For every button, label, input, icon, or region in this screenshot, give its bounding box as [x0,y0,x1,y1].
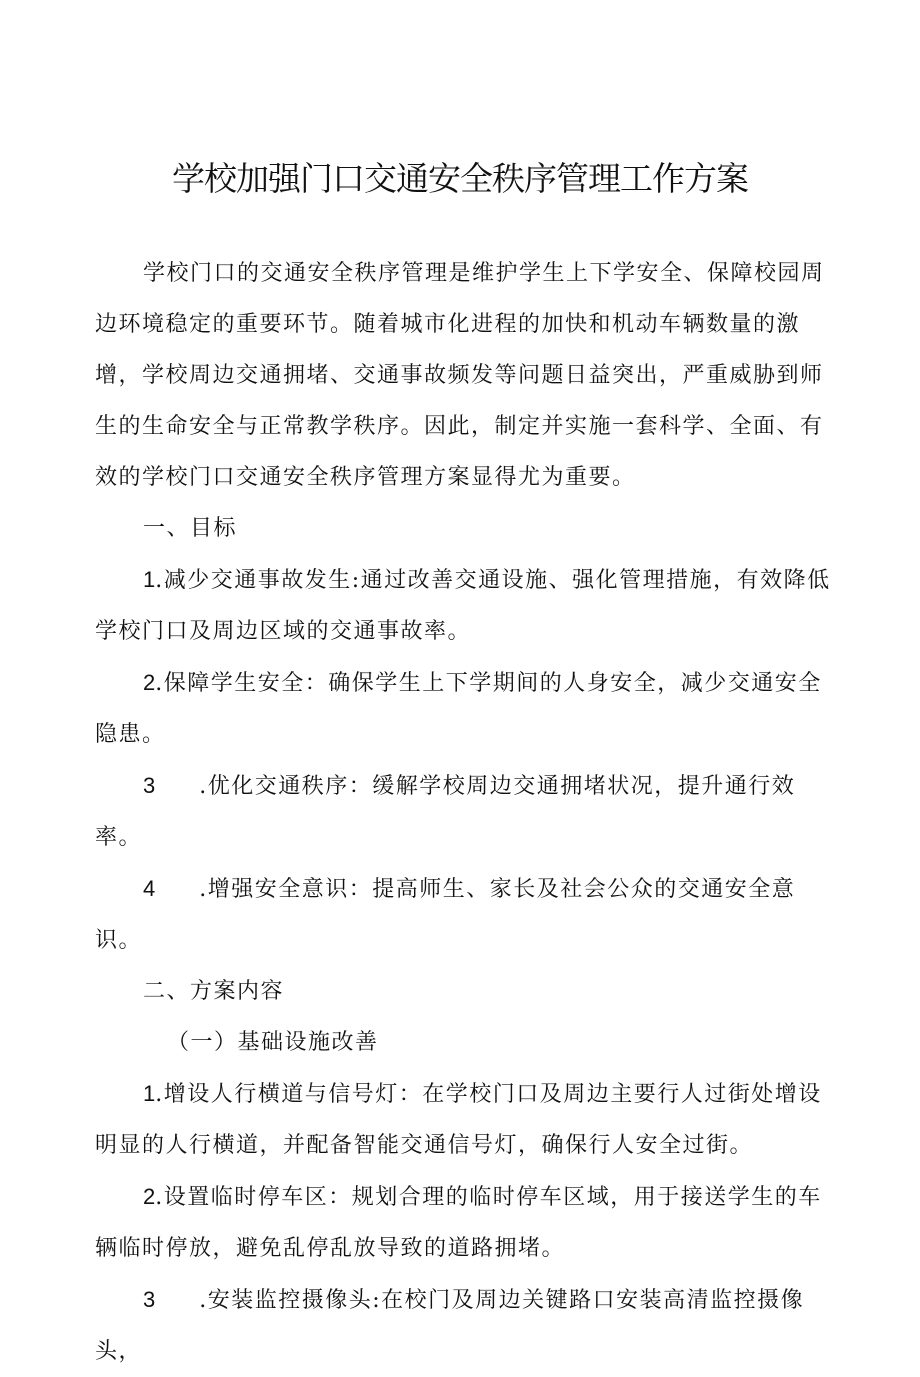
intro-paragraph: 学校门口的交通安全秩序管理是维护学生上下学安全、保障校园周边环境稳定的重要环节。随着城市化进程的加快和机动车辆数量的激增，学校周边交通拥堵、交通事故频发等问题日益突出，严重威胁到师生的生命安全与正常教学秩序。因此，制定并实施一套科学、全面、有效的学校门口交通安全秩序管理方案显得尤为重要。 [95,261,825,490]
goal-item-text: .保障学生安全：确保学生上下学期间的人身安全，减少交通安全隐患。 [95,671,822,747]
content-item-2 [95,1171,835,1274]
content-item-number: 2 [143,1184,156,1209]
goal-item-number: 1 [143,567,156,592]
content-item-3 [95,1274,835,1377]
content-item-number: 1 [143,1081,156,1106]
section-heading-goals: 一、目标 [143,516,238,541]
goal-item-number: 3 [143,773,156,798]
goal-item-4 [95,863,835,966]
goal-item-number: 2 [143,670,156,695]
section-heading-content: 二、方案内容 [143,979,285,1004]
content-item-text: .安装监控摄像头:在校门及周边关键路口安装高清监控摄像头， [95,1288,805,1364]
goal-item-1 [95,554,835,657]
subsection-heading-infrastructure: （一）基础设施改善 [167,1030,379,1055]
document-body [95,248,835,1377]
goal-item-text: .增强安全意识：提高师生、家长及社会公众的交通安全意识。 [95,877,796,953]
goal-item-text: .减少交通事故发生:通过改善交通设施、强化管理措施，有效降低学校门口及周边区域的交通事故率。 [95,568,831,644]
content-item-1 [95,1068,835,1171]
goal-item-number: 4 [143,876,156,901]
content-item-text: .增设人行横道与信号灯：在学校门口及周边主要行人过街处增设明显的人行横道，并配备智能交通信号灯，确保行人安全过街。 [95,1082,822,1158]
content-item-number: 3 [143,1287,156,1312]
content-item-text: .设置临时停车区：规划合理的临时停车区域，用于接送学生的车辆临时停放，避免乱停乱放导致的道路拥堵。 [95,1185,822,1261]
goal-item-2 [95,657,835,760]
document-title: 学校加强门口交通安全秩序管理工作方案 [172,159,748,198]
goal-item-text: .优化交通秩序：缓解学校周边交通拥堵状况，提升通行效率。 [95,774,796,850]
goal-item-3 [95,760,835,863]
